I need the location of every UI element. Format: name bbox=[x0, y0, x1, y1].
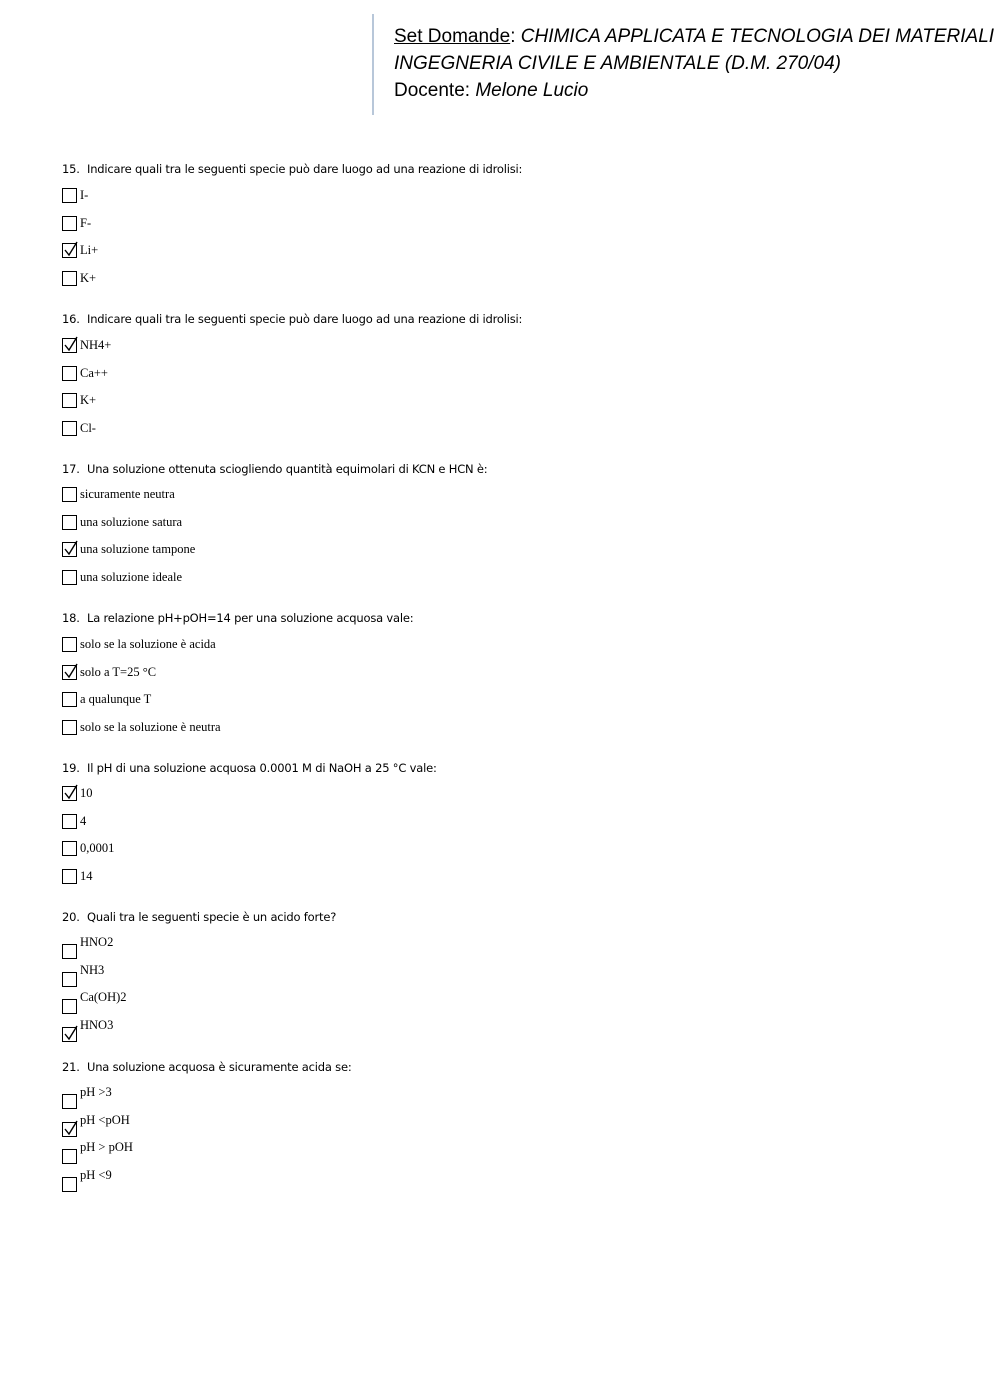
answer-checkbox[interactable] bbox=[62, 1094, 77, 1109]
question-title bbox=[62, 1060, 962, 1074]
docente-label: Docente: bbox=[394, 80, 476, 101]
question-text: Indicare quali tra le seguenti specie può dare luogo ad una reazione di idrolisi: bbox=[87, 312, 523, 326]
answer-label: HNO3 bbox=[80, 1018, 114, 1033]
answer-checkbox[interactable] bbox=[62, 637, 77, 652]
checkmark-icon bbox=[64, 1025, 78, 1041]
checkmark-icon bbox=[64, 784, 78, 800]
answer-label: F- bbox=[80, 215, 92, 230]
answer-label: NH3 bbox=[80, 962, 105, 977]
answer-checkbox[interactable] bbox=[62, 720, 77, 735]
answer-label: una soluzione satura bbox=[80, 514, 183, 529]
question-text: Una soluzione ottenuta sciogliendo quantità equimolari di KCN e HCN è: bbox=[87, 462, 488, 476]
answer-label: una soluzione ideale bbox=[80, 570, 183, 585]
answer-checkbox[interactable] bbox=[62, 869, 77, 884]
question-title bbox=[62, 611, 962, 625]
answer-label: K+ bbox=[80, 271, 97, 286]
answer-label: solo se la soluzione è neutra bbox=[80, 720, 221, 735]
answer-checkbox[interactable] bbox=[62, 1149, 77, 1164]
answer-label: 14 bbox=[80, 869, 93, 884]
course-degree: INGEGNERIA CIVILE E AMBIENTALE (D.M. 270/04) bbox=[394, 53, 841, 74]
question-text: Quali tra le seguenti specie è un acido forte? bbox=[87, 910, 337, 924]
answer-checkbox[interactable] bbox=[62, 1122, 77, 1137]
answer-label: Ca++ bbox=[80, 365, 108, 380]
question-title bbox=[62, 910, 962, 924]
answer-label: HNO2 bbox=[80, 935, 114, 949]
answer-label: 4 bbox=[80, 813, 87, 828]
document-header bbox=[372, 14, 1000, 115]
answer-label: Li+ bbox=[80, 243, 99, 258]
answer-label: solo se la soluzione è acida bbox=[80, 637, 216, 651]
answer-checkbox[interactable] bbox=[62, 216, 77, 231]
checkmark-icon bbox=[64, 241, 78, 257]
answer-label: pH <pOH bbox=[80, 1112, 130, 1127]
docente-line bbox=[394, 79, 588, 103]
answer-label: Cl- bbox=[80, 421, 96, 436]
answer-checkbox[interactable] bbox=[62, 944, 77, 959]
question-title bbox=[62, 761, 962, 775]
answer-checkbox[interactable] bbox=[62, 338, 77, 353]
question-17 bbox=[62, 462, 962, 585]
answer-label: I- bbox=[80, 188, 89, 202]
question-number: 15. bbox=[62, 162, 80, 176]
answer-checkbox[interactable] bbox=[62, 366, 77, 381]
course-title-line: Set Domande: CHIMICA APPLICATA E TECNOLOGIA DEI MATERIALI bbox=[394, 26, 995, 47]
docente-name: Melone Lucio bbox=[475, 80, 589, 101]
answer-label: K+ bbox=[80, 393, 97, 408]
question-title bbox=[62, 462, 962, 476]
answer-checkbox[interactable] bbox=[62, 421, 77, 436]
answer-checkbox[interactable] bbox=[62, 665, 77, 680]
answer-label: 0,0001 bbox=[80, 841, 115, 856]
answer-label: NH4+ bbox=[80, 338, 112, 352]
question-21 bbox=[62, 1060, 962, 1183]
answer-checkbox[interactable] bbox=[62, 814, 77, 829]
answer-checkbox[interactable] bbox=[62, 841, 77, 856]
answer-checkbox[interactable] bbox=[62, 243, 77, 258]
question-18 bbox=[62, 611, 962, 735]
question-number: 21. bbox=[62, 1060, 80, 1074]
answer-label: Ca(OH)2 bbox=[80, 990, 127, 1005]
question-19 bbox=[62, 761, 962, 884]
question-title bbox=[62, 162, 962, 176]
question-number: 17. bbox=[62, 462, 80, 476]
answer-checkbox[interactable] bbox=[62, 570, 77, 585]
answer-checkbox[interactable] bbox=[62, 542, 77, 557]
answer-label: solo a T=25 °C bbox=[80, 664, 157, 679]
answer-label: una soluzione tampone bbox=[80, 542, 196, 557]
set-domande-label: Set Domande bbox=[394, 26, 511, 47]
question-15 bbox=[62, 162, 962, 286]
checkmark-icon bbox=[64, 663, 78, 679]
answer-label: pH >3 bbox=[80, 1085, 112, 1099]
answer-checkbox[interactable] bbox=[62, 515, 77, 530]
answer-label: sicuramente neutra bbox=[80, 487, 175, 501]
checkmark-icon bbox=[64, 336, 78, 352]
answer-checkbox[interactable] bbox=[62, 692, 77, 707]
answer-checkbox[interactable] bbox=[62, 786, 77, 801]
answer-label: a qualunque T bbox=[80, 692, 152, 707]
question-text: Il pH di una soluzione acquosa 0.0001 M di NaOH a 25 °C vale: bbox=[87, 761, 437, 775]
answer-label: pH > pOH bbox=[80, 1140, 133, 1155]
answer-checkbox[interactable] bbox=[62, 1177, 77, 1192]
question-20 bbox=[62, 910, 962, 1033]
answer-checkbox[interactable] bbox=[62, 1027, 77, 1042]
question-number: 16. bbox=[62, 312, 80, 326]
question-title bbox=[62, 312, 962, 326]
answer-checkbox[interactable] bbox=[62, 271, 77, 286]
course-name: CHIMICA APPLICATA E TECNOLOGIA DEI MATERIALI bbox=[520, 26, 995, 47]
question-text: Una soluzione acquosa è sicuramente acida se: bbox=[87, 1060, 352, 1074]
question-number: 20. bbox=[62, 910, 80, 924]
answer-label: 10 bbox=[80, 786, 93, 800]
answer-checkbox[interactable] bbox=[62, 188, 77, 203]
question-text: Indicare quali tra le seguenti specie può dare luogo ad una reazione di idrolisi: bbox=[87, 162, 523, 176]
question-number: 18. bbox=[62, 611, 80, 625]
answer-checkbox[interactable] bbox=[62, 972, 77, 987]
answer-label: pH <9 bbox=[80, 1168, 112, 1183]
checkmark-icon bbox=[64, 540, 78, 556]
answer-checkbox[interactable] bbox=[62, 393, 77, 408]
question-text: La relazione pH+pOH=14 per una soluzione acquosa vale: bbox=[87, 611, 414, 625]
answer-checkbox[interactable] bbox=[62, 487, 77, 502]
question-number: 19. bbox=[62, 761, 80, 775]
question-16 bbox=[62, 312, 962, 436]
checkmark-icon bbox=[64, 1120, 78, 1136]
answer-checkbox[interactable] bbox=[62, 999, 77, 1014]
